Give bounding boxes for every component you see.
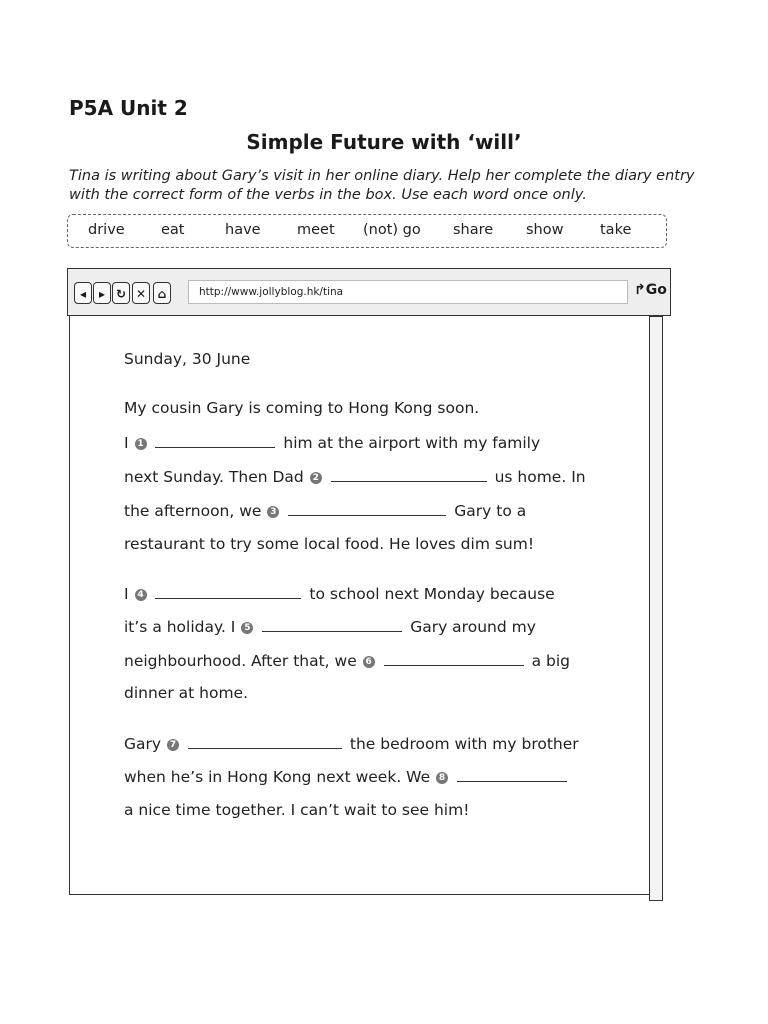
unit-label: P5A Unit 2: [69, 96, 188, 120]
text: I: [124, 585, 129, 603]
blank-6[interactable]: [384, 651, 524, 666]
text: Gary to a: [454, 502, 527, 520]
text: neighbourhood. After that, we: [124, 652, 357, 670]
blank-1[interactable]: [155, 433, 275, 448]
word-have: have: [225, 222, 261, 238]
forward-icon[interactable]: ▸: [93, 282, 111, 304]
number-badge-6: 6: [363, 656, 375, 668]
diary-line-12: a nice time together. I can’t wait to see him!: [124, 801, 470, 819]
blank-4[interactable]: [155, 584, 301, 599]
text: Gary around my: [410, 618, 536, 636]
number-badge-2: 2: [310, 472, 322, 484]
home-icon[interactable]: ⌂: [153, 282, 171, 304]
number-badge-8: 8: [436, 772, 448, 784]
url-bar[interactable]: http://www.jollyblog.hk/tina: [188, 280, 628, 304]
stop-icon[interactable]: ✕: [132, 282, 150, 304]
text: Gary: [124, 735, 162, 753]
diary-date: Sunday, 30 June: [124, 350, 251, 368]
number-badge-3: 3: [267, 506, 279, 518]
diary-line-1: My cousin Gary is coming to Hong Kong soon.: [124, 399, 480, 417]
word-show: show: [526, 222, 564, 238]
diary-line-7: [124, 617, 536, 636]
blank-2[interactable]: [331, 467, 487, 482]
word-not-go: (not) go: [363, 222, 421, 238]
instruction-line-2: with the correct form of the verbs in the box. Use each word once only.: [69, 187, 587, 203]
word-eat: eat: [161, 222, 185, 238]
word-meet: meet: [297, 222, 335, 238]
page-title: Simple Future with ‘will’: [246, 130, 522, 154]
instruction-line-1: Tina is writing about Gary’s visit in her online diary. Help her complete the diary entry: [69, 168, 695, 184]
text: the bedroom with my brother: [349, 735, 579, 753]
word-box: [67, 214, 667, 248]
scrollbar[interactable]: [649, 316, 663, 901]
text: when he’s in Hong Kong next week. We: [124, 768, 431, 786]
number-badge-7: 7: [167, 739, 179, 751]
diary-line-3: [124, 467, 586, 486]
number-badge-5: 5: [241, 622, 253, 634]
word-drive: drive: [88, 222, 125, 238]
refresh-icon[interactable]: ↻: [112, 282, 130, 304]
blank-3[interactable]: [288, 501, 446, 516]
diary-line-2: [124, 433, 540, 452]
text: to school next Monday because: [309, 585, 555, 603]
text: I: [124, 434, 129, 452]
diary-line-6: [124, 584, 555, 603]
text: us home. In: [494, 468, 586, 486]
text: next Sunday. Then Dad: [124, 468, 304, 486]
browser-toolbar: [67, 268, 671, 316]
word-share: share: [453, 222, 494, 238]
diary-line-10: [124, 734, 579, 753]
blank-8[interactable]: [457, 767, 567, 782]
word-take: take: [600, 222, 632, 238]
text: the afternoon, we: [124, 502, 262, 520]
number-badge-4: 4: [135, 589, 147, 601]
go-button[interactable]: ↱Go: [634, 282, 667, 298]
back-icon[interactable]: ◂: [74, 282, 92, 304]
diary-line-9: dinner at home.: [124, 684, 248, 702]
text: him at the airport with my family: [283, 434, 541, 452]
diary-line-5: restaurant to try some local food. He loves dim sum!: [124, 535, 535, 553]
text: it’s a holiday. I: [124, 618, 236, 636]
diary-line-4: [124, 501, 526, 520]
instructions: [69, 167, 709, 205]
diary-line-11: [124, 767, 570, 786]
blank-7[interactable]: [188, 734, 342, 749]
blank-5[interactable]: [262, 617, 402, 632]
number-badge-1: 1: [135, 438, 147, 450]
text: a big: [531, 652, 570, 670]
diary-line-8: [124, 651, 570, 670]
